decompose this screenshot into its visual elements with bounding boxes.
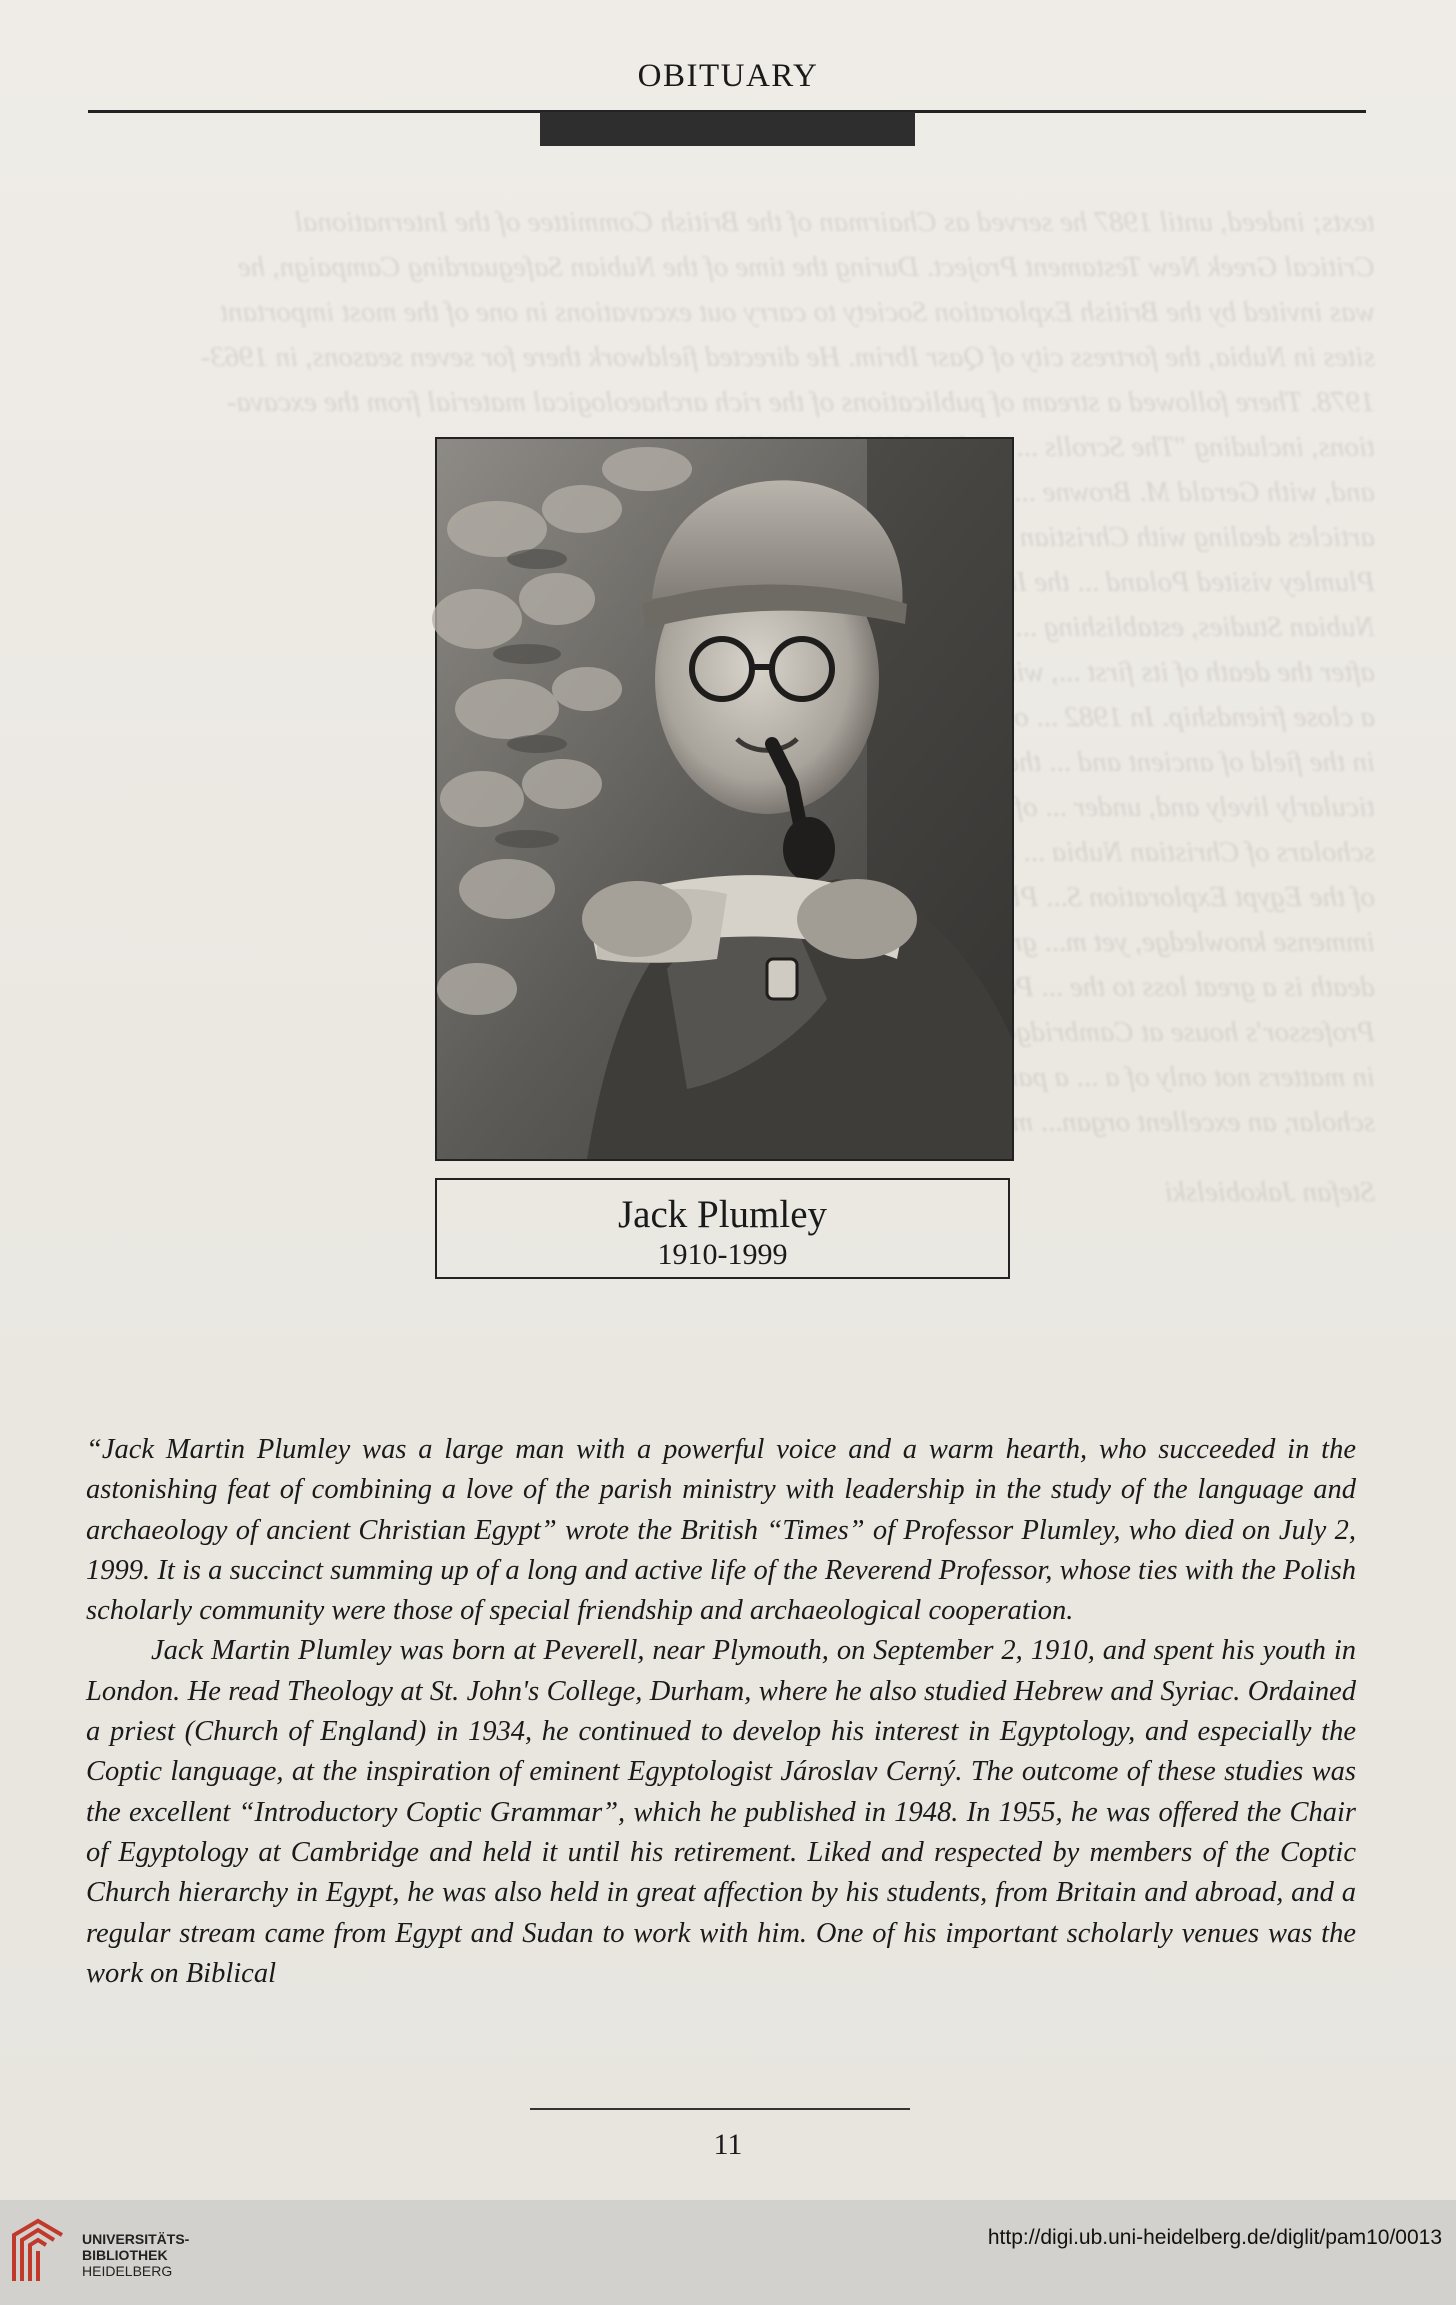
caption-years: 1910-1999: [657, 1238, 788, 1271]
photo-caption: [435, 1178, 1010, 1279]
footer-rule: [530, 2108, 910, 2110]
show-through-text: texts; indeed, until 1987 he served as Chairman of the British Committee of the International Critical Greek New Testament Project. During the time of the Nubian Safeguarding Campaign, he was invited by the British Exploration Society to carry out excavations in one of the most important sites in Nubia, the fortress city of Qasr Ibrim. He directed fieldwork there for seven seasons, in 1963- 1978. There followed a stream of publications of the rich archaeological material from the excava- tions, including "The Scrolls ... medieval Nubian (1975) and, with Gerald M. Browne ... 1987, as well as numerous articles dealing with Christian ... Plumley visited Poland ... the International Society of Nubian Studies, establishing ... of President of the Society after the death of its first ..., with whom he had had a close friendship. In 1982 ... of his accomplishments in the field of ancient and ... that our contacts were par- ticularly lively and, under ... of Archaeology, Polish scholars of Christian Nubia ... to participate in the work of the Egypt Exploration S... Plumley to be a man of immense knowledge, yet m... great sense of humor. His death is a great loss to the ... Polish scholars, for whom the Professor's house at Cambridge ... on his help and advice in matters not only of a ... a paradigm of a reliable scholar, an excellent organ... man. Stefan Jakobielski: [200, 206, 1375, 1208]
body-paragraph: “Jack Martin Plumley was a large man with a powerful voice and a warm hearth, who succeeded in the astonishing feat of combining a love of the parish ministry with leadership in the study of the language and archaeology of ancient Christian Egypt” wrote the British “Times” of Professor Plumley, who died on July 2, 1999. It is a succinct summing up of a long and active life of the Reverend Professor, whose ties with the Polish scholarly community were those of special friendship and archaeological cooperation.: [86, 1434, 1356, 1627]
section-title: OBITUARY: [637, 58, 819, 94]
portrait-photo: [435, 437, 1014, 1161]
caption-name: Jack Plumley: [617, 1193, 828, 1236]
library-footer-strip: [0, 2200, 1456, 2305]
source-url-link[interactable]: http://digi.ub.uni-heidelberg.de/diglit/pam10/0013: [987, 2226, 1442, 2249]
article-body: [86, 1430, 1356, 1994]
library-name: UNIVERSITÄTS- BIBLIOTHEK HEIDELBERG: [82, 2231, 190, 2279]
page-number: 11: [713, 2128, 743, 2161]
body-paragraph: Jack Martin Plumley was born at Peverell, near Plymouth, on September 2, 1910, and spent his youth in London. He read Theology at St. John's College, Durham, where he also studied Hebrew and Syriac. Ordained a priest (Church of England) in 1934, he continued to develop his interest in Egyptology, and especially the Coptic language, at the inspiration of eminent Egyptologist Jároslav Cerný. The outcome of these studies was the excellent “Introductory Coptic Grammar”, which he published in 1948. In 1955, he was offered the Chair of Egyptology at Cambridge and held it until his retirement. Liked and respected by members of the Coptic Church hierarchy in Egypt, he was also held in great affection by his students, from Britain and abroad, and a regular stream came from Egypt and Sudan to work with him. One of his important scholarly venues was the work on Biblical: [86, 1635, 1356, 1989]
header-bar: [540, 112, 915, 146]
library-logo-icon: [8, 2215, 68, 2287]
